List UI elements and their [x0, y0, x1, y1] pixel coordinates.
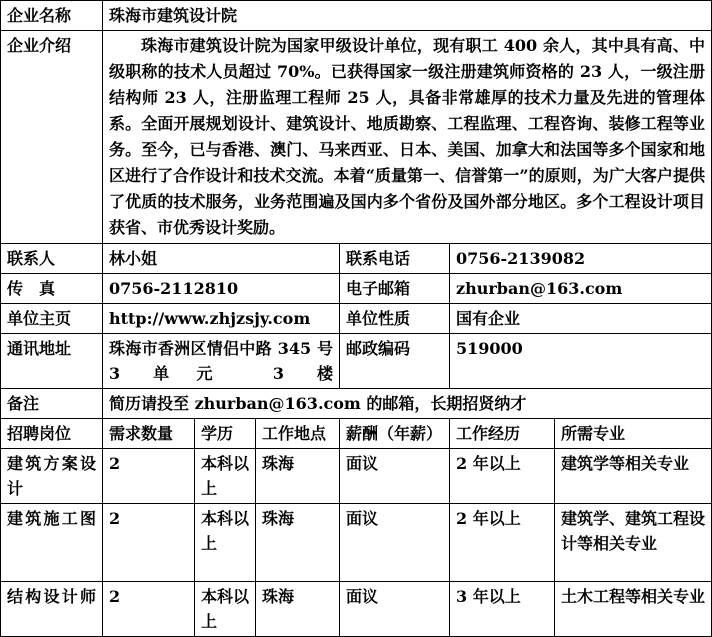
company-name-row — [1, 1, 712, 31]
header-major: 所需专业 — [555, 419, 712, 449]
job-count: 2 — [103, 449, 195, 504]
address-value: 珠海市香洲区情侣中路 345 号 3 单元 3 楼 — [103, 334, 340, 389]
job-salary: 面议 — [340, 504, 450, 582]
address-label: 通讯地址 — [1, 334, 103, 389]
address-row — [1, 334, 712, 389]
job-location: 珠海 — [256, 449, 340, 504]
job-count: 2 — [103, 582, 195, 637]
website-row — [1, 304, 712, 334]
contact-phone-label: 联系电话 — [340, 244, 450, 274]
job-count: 2 — [103, 504, 195, 582]
job-education: 本科以上 — [195, 449, 256, 504]
job-position: 建筑施工图 — [1, 504, 103, 582]
header-count: 需求数量 — [103, 419, 195, 449]
job-salary: 面议 — [340, 449, 450, 504]
header-education: 学历 — [195, 419, 256, 449]
table-row — [1, 582, 712, 637]
job-major: 土木工程等相关专业 — [555, 582, 712, 637]
website-label: 单位主页 — [1, 304, 103, 334]
job-position: 结构设计师 — [1, 582, 103, 637]
jobs-header-row — [1, 419, 712, 449]
company-name-value: 珠海市建筑设计院 — [103, 1, 712, 31]
table-row — [1, 449, 712, 504]
job-education: 本科以上 — [195, 504, 256, 582]
company-intro-row — [1, 31, 712, 244]
header-position: 招聘岗位 — [1, 419, 103, 449]
job-location: 珠海 — [256, 504, 340, 582]
job-education: 本科以上 — [195, 582, 256, 637]
table-row — [1, 504, 712, 582]
contact-person-label: 联系人 — [1, 244, 103, 274]
job-salary: 面议 — [340, 582, 450, 637]
fax-value: 0756-2112810 — [103, 274, 340, 304]
company-intro-text: 珠海市建筑设计院为国家甲级设计单位，现有职工 400 余人，其中具有高、中级职称的技术人员超过 70%。已获得国家一级注册建筑师资格的 23 人，一级注册结构师 23 人，注册监理工程师 25 人，具备非常雄厚的技术力量及先进的管理体系。全面开展规划设计、建筑设计、地质勘察、工程监理、工程咨询、装修工程等业务。至今，已与香港、澳门、马来西亚、日本、美国、加拿大和法国等多个国家和地区进行了合作设计和技术交流。本着“质量第一、信誉第一”的原则，为广大客户提供了优质的技术服务，业务范围遍及国内多个省份及国外部分地区。多个工程设计项目获省、市优秀设计奖励。 — [103, 31, 712, 244]
job-location: 珠海 — [256, 582, 340, 637]
company-name-label: 企业名称 — [1, 1, 103, 31]
job-position: 建筑方案设计 — [1, 449, 103, 504]
job-experience: 2 年以上 — [450, 449, 555, 504]
job-experience: 3 年以上 — [450, 582, 555, 637]
job-experience: 2 年以上 — [450, 504, 555, 582]
job-major: 建筑学等相关专业 — [555, 449, 712, 504]
header-salary: 薪酬（年薪） — [340, 419, 450, 449]
nature-value: 国有企业 — [450, 304, 712, 334]
fax-row — [1, 274, 712, 304]
postcode-value: 519000 — [450, 334, 712, 389]
header-location: 工作地点 — [256, 419, 340, 449]
contact-phone-value: 0756-2139082 — [450, 244, 712, 274]
remark-row — [1, 389, 712, 419]
remark-label: 备注 — [1, 389, 103, 419]
email-label: 电子邮箱 — [340, 274, 450, 304]
nature-label: 单位性质 — [340, 304, 450, 334]
fax-label: 传 真 — [1, 274, 103, 304]
header-experience: 工作经历 — [450, 419, 555, 449]
contact-person-value: 林小姐 — [103, 244, 340, 274]
email-value: zhurban@163.com — [450, 274, 712, 304]
website-value: http://www.zhjzsjy.com — [103, 304, 340, 334]
postcode-label: 邮政编码 — [340, 334, 450, 389]
remark-value: 简历请投至 zhurban@163.com 的邮箱，长期招贤纳才 — [103, 389, 712, 419]
company-intro-label: 企业介绍 — [1, 31, 103, 244]
job-major: 建筑学、建筑工程设计等相关专业 — [555, 504, 712, 582]
contact-person-row — [1, 244, 712, 274]
